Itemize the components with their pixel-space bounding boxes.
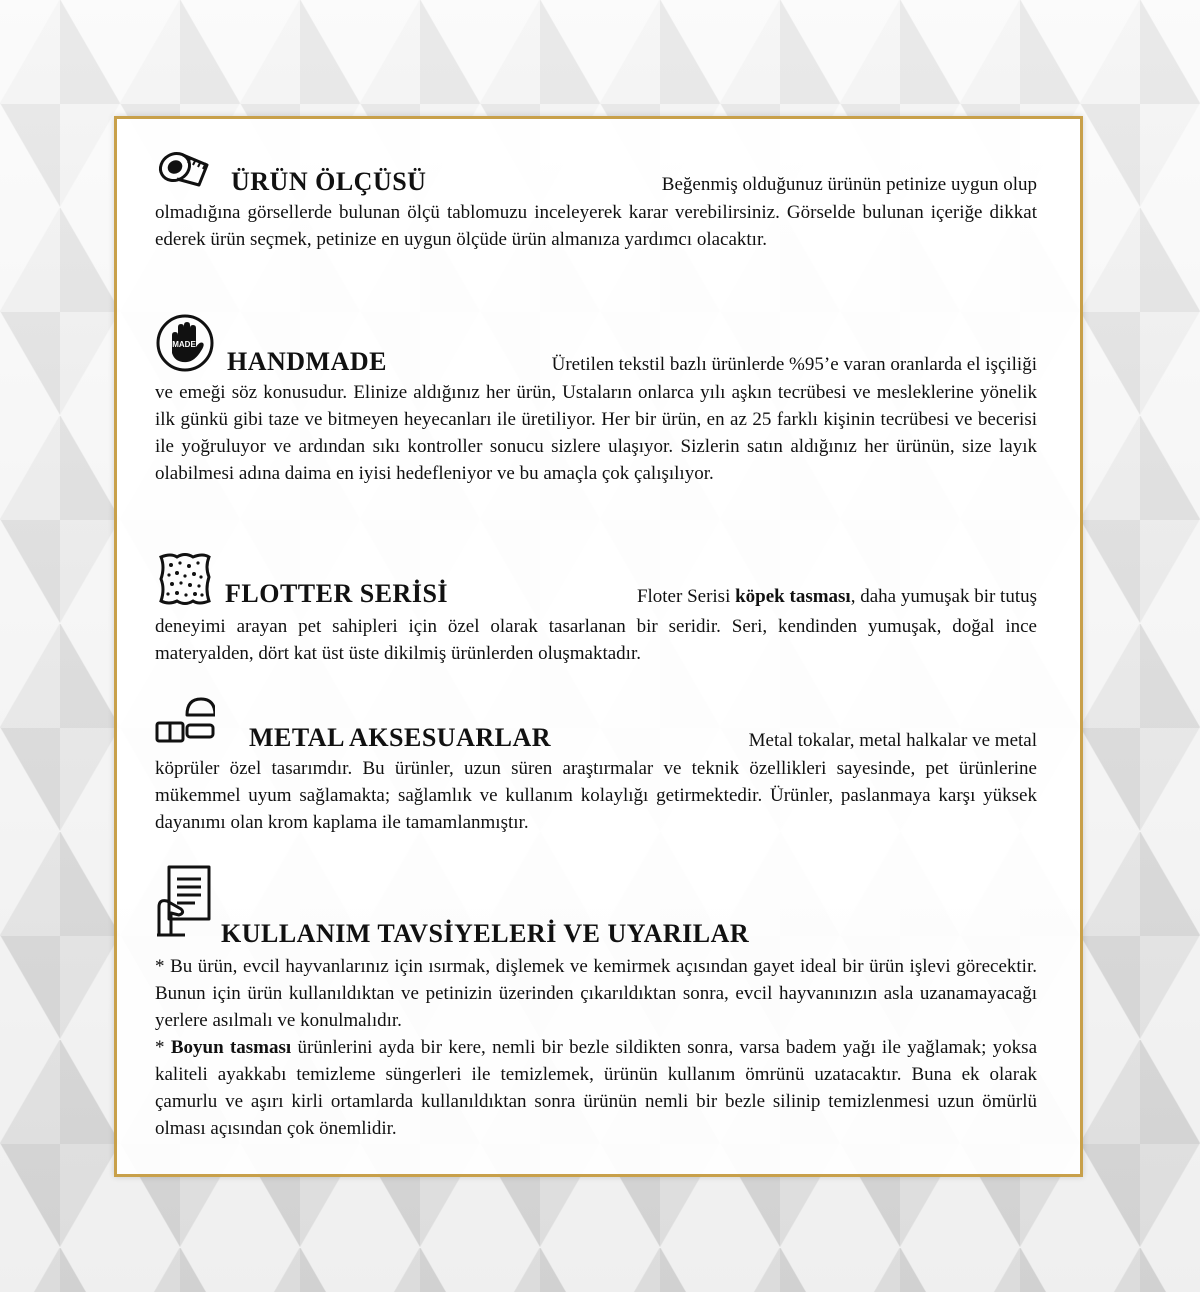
section-lead: Metal tokalar, metal halkalar ve metal <box>748 730 1037 751</box>
svg-text:MADE: MADE <box>172 340 196 349</box>
document-hand-icon <box>155 863 215 943</box>
info-panel <box>114 116 1083 1177</box>
section-title: FLOTTER SERİSİ <box>225 579 449 608</box>
measuring-tape-icon <box>155 143 215 203</box>
metal-buckle-icon <box>155 693 215 753</box>
section-body: deneyimi arayan pet sahipleri için özel olarak tasarlanan bir seridir. Seri, kendinden yumuşak, doğal ince materyalden, dört kat üst üste dikilmiş ürünlerden oluşmaktadır. <box>155 616 1037 664</box>
section-lead: Floter Serisi köpek tasması, daha yumuşak bir tutuş <box>636 586 1037 607</box>
section-kullanim <box>155 863 1037 1142</box>
section-body: olmadığına görsellerde bulunan ölçü tablomuzu inceleyerek karar verebilirsiniz. Görselde bulunan içeriğe dikkat ederek ürün seçmek, petinize en uygun ölçüde ürün almanıza yardımcı olacaktır. <box>155 202 1037 250</box>
section-body-paragraph-1: * Bu ürün, evcil hayvanlarınız için ısırmak, dişlemek ve kemirmek açısından gayet ideal bir ürün işlevi görecektir. Bunun için ürün kullanıldıktan ve petinizin üzerinden çıkarıldıktan sonra, evcil hayvanınızın asla uzanamayacağı yerlere asılmalı ve konulmalıdır. <box>155 956 1037 1031</box>
section-body: ve emeği söz konusudur. Elinize aldığınız her ürün, Ustaların onlarca yılı aşkın tecrübesi ve mesleklerine yönelik ilk günkü gibi taze ve bitmeyen heyecanları ile üretiliyor. Her bir ürün, en az 25 farklı kişinin tecrübesi ve becerisi ile yoğruluyor ve ardından sıkı kontroller sonucu sizlere ulaşıyor. Sizlerin satın aldığınız her ürünün, size layık olabilmesi adına daima en iyisi hedefleniyor ve bu amaçla çok çalışılıyor. <box>155 382 1037 484</box>
section-lead: Beğenmiş olduğunuz ürünün petinize uygun olup <box>661 174 1037 195</box>
handmade-hand-icon <box>155 313 215 373</box>
section-handmade <box>155 313 1037 487</box>
section-title: KULLANIM TAVSİYELERİ VE UYARILAR <box>221 919 750 948</box>
leather-hide-icon <box>155 549 215 609</box>
section-urun-olcusu <box>155 143 1037 253</box>
section-title: HANDMADE <box>227 347 387 376</box>
section-lead: Üretilen tekstil bazlı ürünlerde %95’e varan oranlarda el işçiliği <box>551 354 1037 375</box>
section-body: köprüler özel tasarımdır. Bu ürünler, uzun süren araştırmalar ve teknik özellikleri sayesinde, pet ürünlerine mükemmel uyum sağlamakta; sağlamlık ve kullanım kolaylığı getirmektedir. Ürünler, paslanmaya karşı yüksek dayanımı olan krom kaplama ile tamamlanmıştır. <box>155 758 1037 833</box>
section-title: METAL AKSESUARLAR <box>249 723 552 752</box>
section-flotter <box>155 549 1037 667</box>
section-body-paragraph-2: * Boyun tasması ürünlerini ayda bir kere, nemli bir bezle sildikten sonra, varsa badem yağı ile yağlamak; yoksa kaliteli ayakkabı temizleme süngerleri ile temizlemek, ürünün kullanım ömrünü uzatacaktır. Buna ek olarak çamurlu ve aşırı kirli ortamlarda kullanıldıktan sonra ürünün nemli bir bezle silinip temizlenmesi uzun ömürlü olması açısından çok önemlidir. <box>155 1037 1038 1139</box>
section-metal-aksesuarlar <box>155 693 1037 836</box>
section-title: ÜRÜN ÖLÇÜSÜ <box>231 167 427 196</box>
